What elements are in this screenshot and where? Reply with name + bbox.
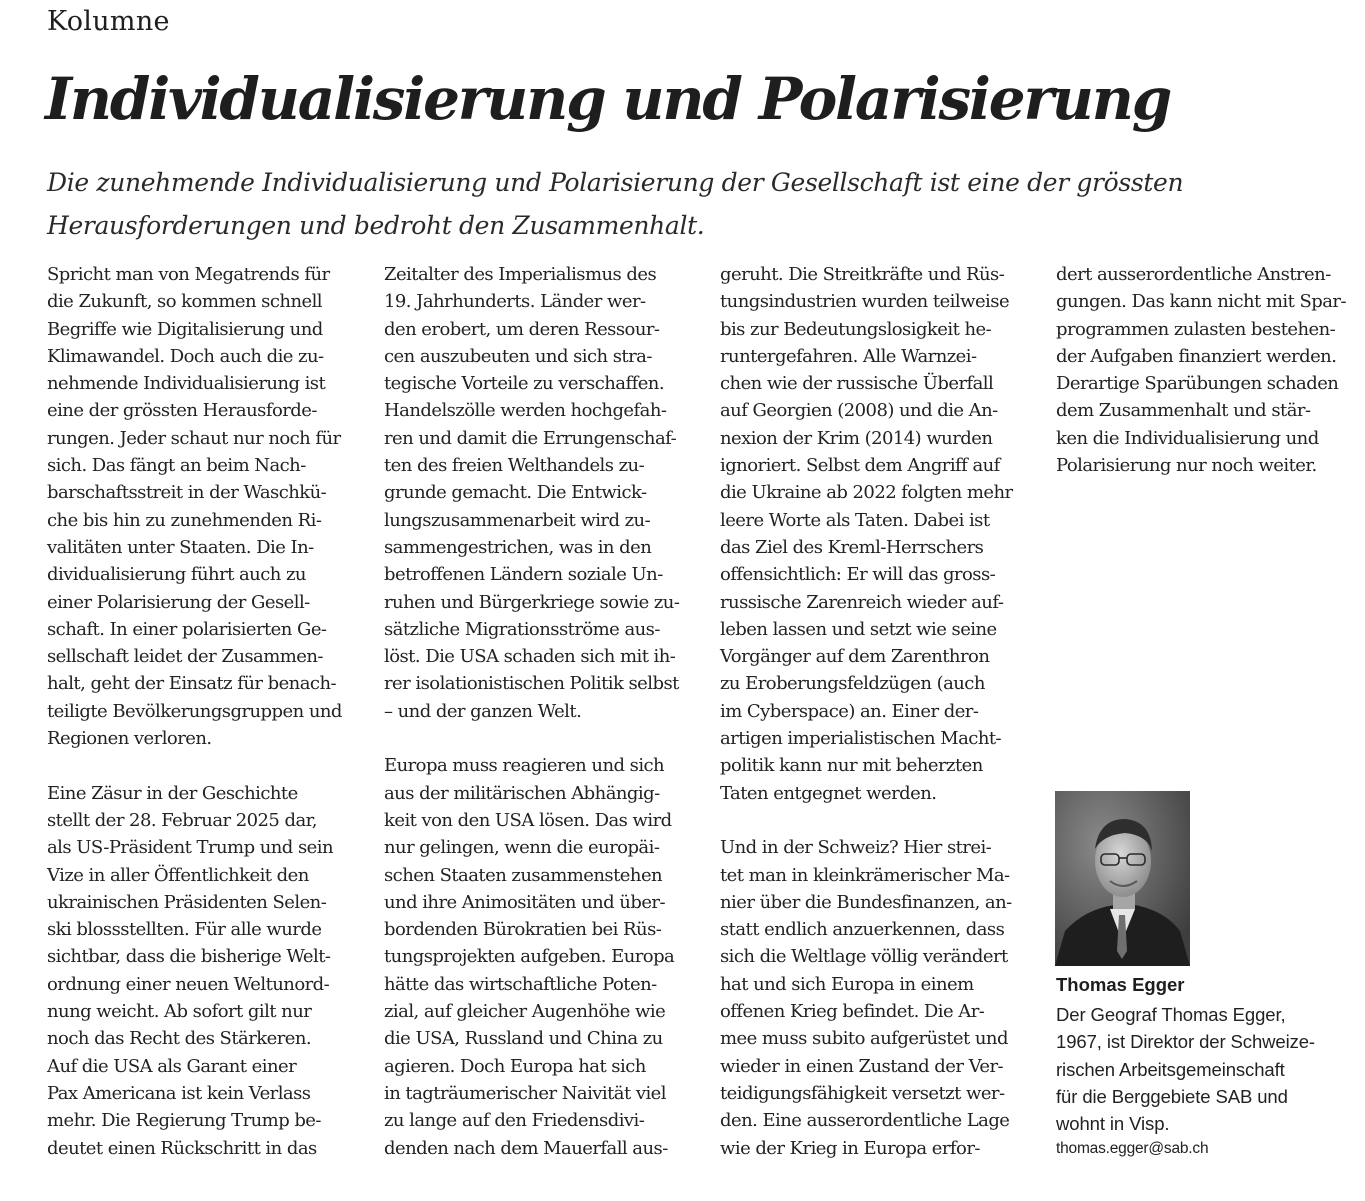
text-line: teidigungsfähigkeit versetzt wer- — [720, 1082, 1005, 1104]
text-line: nur gelingen, wenn die europäi- — [384, 837, 660, 859]
text-line: ruhen und Bürgerkriege sowie zu- — [384, 591, 680, 613]
text-line: dividualisierung führt auch zu — [47, 564, 306, 586]
text-line: statt endlich anzuerkennen, dass — [720, 919, 1005, 941]
author-portrait — [1055, 791, 1190, 966]
text-line: sammengestrichen, was in den — [384, 536, 652, 558]
bio-line: 1967, ist Direktor der Schweize- — [1056, 1031, 1315, 1053]
text-line: betroffenen Ländern soziale Un- — [384, 564, 663, 586]
text-line: stellt der 28. Februar 2025 dar, — [47, 809, 317, 831]
text-line: tegische Vorteile zu verschaffen. — [384, 373, 665, 395]
text-line: die Zukunft, so kommen schnell — [47, 291, 322, 313]
text-line: gungen. Das kann nicht mit Spar- — [1056, 291, 1347, 313]
text-line: Begriffe wie Digitalisierung und — [47, 318, 323, 340]
text-line: geruht. Die Streitkräfte und Rüs- — [720, 264, 1005, 285]
text-line: Polarisierung nur noch weiter. — [1056, 455, 1317, 477]
text-line: ren und damit die Errungenschaf- — [384, 427, 677, 449]
text-line: halt, geht der Einsatz für benach- — [47, 673, 337, 695]
text-line: che bis hin zu zunehmenden Ri- — [47, 509, 322, 531]
paragraph-gap — [47, 752, 357, 779]
text-line: wieder in einen Zustand der Ver- — [720, 1055, 1004, 1077]
text-line: Regionen verloren. — [47, 728, 212, 750]
text-line: Vorgänger auf dem Zarenthron — [720, 646, 990, 668]
text-line: rer isolationistischen Politik selbst — [384, 673, 679, 695]
text-line: tungsindustrien wurden teilweise — [720, 291, 1010, 313]
text-column-2 — [384, 261, 694, 1162]
text-line: bis zur Bedeutungslosigkeit he- — [720, 318, 992, 340]
author-bio — [1056, 1001, 1356, 1137]
text-line: der Aufgaben finanziert werden. — [1056, 345, 1337, 367]
text-line: bordenden Bürokratien bei Rüs- — [384, 919, 662, 941]
text-line: ukrainischen Präsidenten Selen- — [47, 891, 327, 913]
text-line: hat und sich Europa in einem — [720, 973, 974, 995]
text-line: zial, auf gleicher Augenhöhe wie — [384, 1001, 666, 1023]
text-line: – und der ganzen Welt. — [384, 700, 582, 722]
text-line: rungen. Jeder schaut nur noch für — [47, 427, 341, 449]
text-line: Vize in aller Öffentlichkeit den — [47, 864, 309, 886]
text-line: den. Eine ausserordentliche Lage — [720, 1110, 1010, 1132]
text-line: russische Zarenreich wieder auf- — [720, 591, 1004, 613]
text-line: zu Eroberungsfeldzügen (auch — [720, 673, 985, 695]
text-line: und ihre Animositäten und über- — [384, 891, 666, 913]
text-line: ordnung einer neuen Weltunord- — [47, 973, 330, 995]
text-line: sätzliche Migrationsströme aus- — [384, 618, 660, 640]
text-line: deutet einen Rückschritt in das — [47, 1137, 317, 1159]
text-line: die Ukraine ab 2022 folgten mehr — [720, 482, 1013, 504]
text-line: schaft. In einer polarisierten Ge- — [47, 618, 327, 640]
text-line: programmen zulasten bestehen- — [1056, 318, 1336, 340]
text-line: nehmende Individualisierung ist — [47, 373, 326, 395]
text-line: hätte das wirtschaftliche Poten- — [384, 973, 657, 995]
text-line: noch das Recht des Stärkeren. — [47, 1028, 312, 1050]
text-line: dem Zusammenhalt und stär- — [1056, 400, 1311, 422]
text-line: lungszusammenarbeit wird zu- — [384, 509, 651, 531]
text-line: den erobert, um deren Ressour- — [384, 318, 660, 340]
text-line: tungsprojekten aufgeben. Europa — [384, 946, 675, 968]
text-line: Spricht man von Megatrends für — [47, 264, 330, 285]
text-line: einer Polarisierung der Gesell- — [47, 591, 310, 613]
paragraph-gap — [384, 725, 694, 752]
author-email[interactable]: thomas.egger@sab.ch — [1056, 1140, 1209, 1157]
text-line: nier über die Bundesfinanzen, an- — [720, 891, 1012, 913]
text-line: offenen Krieg befindet. Die Ar- — [720, 1001, 985, 1023]
kicker: Kolumne — [47, 6, 170, 37]
text-line: ski blossstellten. Für alle wurde — [47, 919, 322, 941]
text-line: offensichtlich: Er will das gross- — [720, 564, 996, 586]
bio-line: Der Geograf Thomas Egger, — [1056, 1004, 1286, 1025]
text-line: nung weicht. Ab sofort gilt nur — [47, 1001, 312, 1023]
text-line: leere Worte als Taten. Dabei ist — [720, 509, 990, 531]
text-column-1 — [47, 261, 357, 1162]
text-line: Pax Americana ist kein Verlass — [47, 1082, 311, 1104]
text-line: Derartige Sparübungen schaden — [1056, 373, 1339, 395]
text-line: Und in der Schweiz? Hier strei- — [720, 837, 992, 859]
author-name: Thomas Egger — [1056, 974, 1185, 995]
text-line: leben lassen und setzt wie seine — [720, 618, 997, 640]
text-line: Eine Zäsur in der Geschichte — [47, 782, 298, 804]
text-line: sellschaft leidet der Zusammen- — [47, 646, 323, 668]
text-line: auf Georgien (2008) und die An- — [720, 400, 998, 422]
text-line: tet man in kleinkrämerischer Ma- — [720, 864, 1010, 886]
text-line: agieren. Doch Europa hat sich — [384, 1055, 646, 1077]
text-line: keit von den USA lösen. Das wird — [384, 809, 672, 831]
text-line: löst. Die USA schaden sich mit ih- — [384, 646, 676, 668]
text-line: ten des freien Welthandels zu- — [384, 455, 645, 477]
lead-paragraph: Die zunehmende Individualisierung und Polarisierung der Gesellschaft ist eine der grössten Herausforderungen und bedroht den Zusammenhalt. — [47, 168, 1184, 240]
text-line: zu lange auf den Friedensdivi- — [384, 1110, 645, 1132]
text-line: sich. Das fängt an beim Nach- — [47, 455, 306, 477]
bio-line: wohnt in Visp. — [1056, 1113, 1170, 1135]
text-line: grunde gemacht. Die Entwick- — [384, 482, 647, 504]
text-line: Klimawandel. Doch auch die zu- — [47, 345, 324, 367]
text-line: Europa muss reagieren und sich — [384, 755, 665, 777]
text-line: im Cyberspace) an. Einer der- — [720, 700, 979, 722]
text-line: politik kann nur mit beherzten — [720, 755, 983, 777]
text-line: sichtbar, dass die bisherige Welt- — [47, 946, 331, 968]
text-line: schen Staaten zusammenstehen — [384, 864, 663, 886]
text-line: teiligte Bevölkerungsgruppen und — [47, 700, 342, 722]
text-line: ken die Individualisierung und — [1056, 427, 1319, 449]
bio-line: rischen Arbeitsgemeinschaft — [1056, 1058, 1285, 1080]
bio-line: für die Berggebiete SAB und — [1056, 1085, 1288, 1107]
text-line: runtergefahren. Alle Warnzei- — [720, 345, 977, 367]
text-line: dert ausserordentliche Anstren- — [1056, 264, 1331, 285]
text-line: sich die Weltlage völlig verändert — [720, 946, 1008, 968]
text-line: Zeitalter des Imperialismus des — [384, 264, 657, 285]
text-line: Taten entgegnet werden. — [720, 782, 937, 804]
text-line: valitäten unter Staaten. Die In- — [47, 536, 314, 558]
text-column-3 — [720, 261, 1030, 1162]
text-line: Auf die USA als Garant einer — [47, 1055, 297, 1077]
text-line: wie der Krieg in Europa erfor- — [720, 1137, 980, 1159]
headline: Individualisierung und Polarisierung — [45, 65, 1171, 133]
text-line: nexion der Krim (2014) wurden — [720, 427, 993, 449]
text-line: ignoriert. Selbst dem Angriff auf — [720, 455, 1000, 477]
text-line: artigen imperialistischen Macht- — [720, 728, 1002, 750]
text-line: Handelszölle werden hochgefah- — [384, 400, 667, 422]
text-line: in tagträumerischer Naivität viel — [384, 1082, 666, 1104]
text-line: 19. Jahrhunderts. Länder wer- — [384, 291, 646, 313]
text-column-4 — [1056, 261, 1356, 479]
text-line: barschaftsstreit in der Waschkü- — [47, 482, 327, 504]
text-line: die USA, Russland und China zu — [384, 1028, 663, 1050]
text-line: mee muss subito aufgerüstet und — [720, 1028, 1008, 1050]
text-line: aus der militärischen Abhängig- — [384, 782, 660, 804]
text-line: denden nach dem Mauerfall aus- — [384, 1137, 668, 1159]
text-line: eine der grössten Herausforde- — [47, 400, 317, 422]
text-line: als US-Präsident Trump und sein — [47, 837, 333, 859]
text-line: das Ziel des Kreml-Herrschers — [720, 536, 984, 558]
text-line: cen auszubeuten und sich stra- — [384, 345, 652, 367]
text-line: chen wie der russische Überfall — [720, 373, 994, 395]
text-line: mehr. Die Regierung Trump be- — [47, 1110, 321, 1132]
paragraph-gap — [720, 807, 1030, 834]
